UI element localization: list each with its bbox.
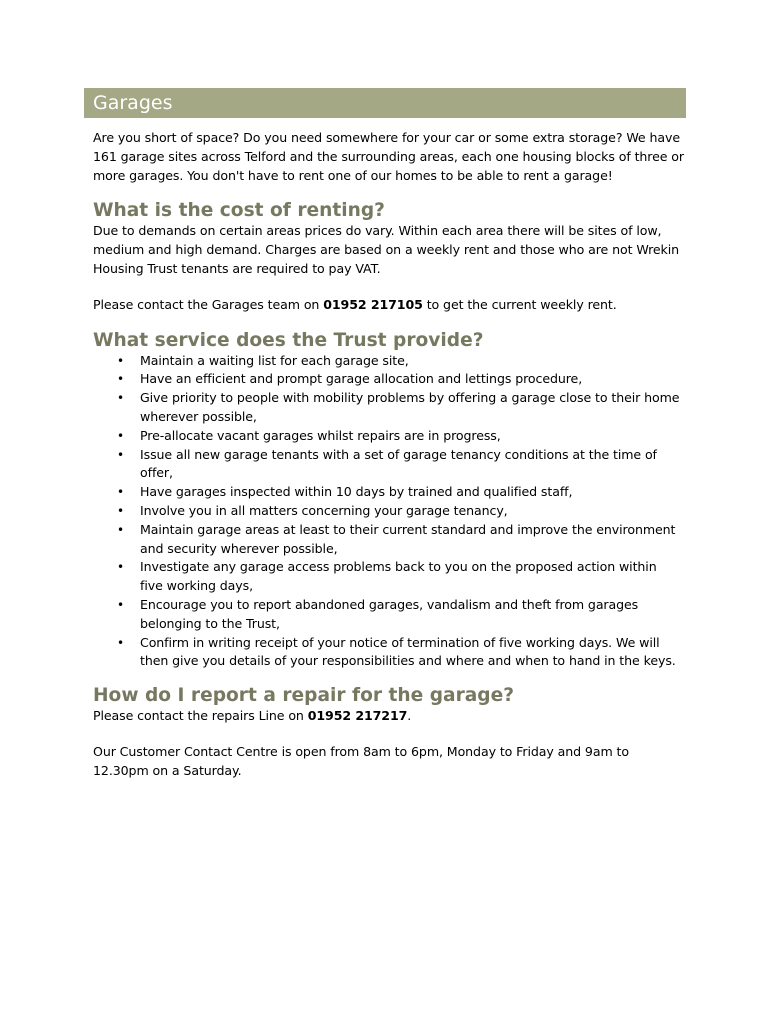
list-item xyxy=(84,634,686,672)
bullet-icon: • xyxy=(117,503,124,518)
list-item-text: Have garages inspected within 10 days by trained and qualified staff, xyxy=(140,484,573,500)
repairs-contact-paragraph xyxy=(84,707,686,726)
list-item-text: Give priority to people with mobility problems by offering a garage close to their home wherever possible, xyxy=(140,390,680,424)
list-item xyxy=(84,558,686,596)
list-item-text: Confirm in writing receipt of your notice of termination of five working days. We will then give you details of your responsibilities and where and when to hand in the keys. xyxy=(140,634,676,669)
list-item xyxy=(84,446,686,484)
list-item-text: Investigate any garage access problems back to you on the proposed action within five working days, xyxy=(140,559,657,594)
list-item xyxy=(84,483,686,502)
list-item-text: Maintain a waiting list for each garage site, xyxy=(140,352,409,368)
bullet-icon: • xyxy=(117,597,124,612)
list-item xyxy=(84,427,686,446)
garages-contact-paragraph xyxy=(84,296,686,315)
bullet-icon: • xyxy=(117,353,124,368)
repairs-phone-number: 01952 217217 xyxy=(307,708,408,724)
service-heading: What service does the Trust provide? xyxy=(93,329,484,351)
page-title-bar xyxy=(84,88,686,118)
list-item xyxy=(84,521,686,559)
list-item xyxy=(84,389,686,427)
list-item xyxy=(84,370,686,389)
repairs-contact-prefix: Please contact the repairs Line on xyxy=(93,708,308,724)
contact-centre-hours: Our Customer Contact Centre is open from 8am to 6pm, Monday to Friday and 9am to 12.30pm on a Saturday. xyxy=(93,743,629,778)
bullet-icon: • xyxy=(117,485,124,500)
cost-heading: What is the cost of renting? xyxy=(93,200,385,222)
list-item xyxy=(84,596,686,634)
garages-contact-suffix: to get the current weekly rent. xyxy=(422,296,617,312)
bullet-icon: • xyxy=(117,560,124,575)
page-title: Garages xyxy=(93,92,173,114)
list-item-text: Encourage you to report abandoned garages, vandalism and theft from garages belonging to the Trust, xyxy=(140,596,639,631)
list-item-text: Have an efficient and prompt garage allocation and lettings procedure, xyxy=(140,371,583,387)
list-item xyxy=(84,502,686,521)
bullet-icon: • xyxy=(117,635,124,650)
garages-phone-number: 01952 217105 xyxy=(323,296,423,312)
list-item-text: Pre-allocate vacant garages whilst repairs are in progress, xyxy=(140,427,501,443)
bullet-icon: • xyxy=(117,391,124,406)
list-item-text: Issue all new garage tenants with a set of garage tenancy conditions at the time of offer, xyxy=(140,446,657,481)
service-list xyxy=(84,352,686,672)
bullet-icon: • xyxy=(117,372,124,387)
garages-contact-prefix: Please contact the Garages team on xyxy=(93,296,324,312)
intro-paragraph: Are you short of space? Do you need somewhere for your car or some extra storage? We have 161 garage sites across Telford and the surrounding areas, each one housing blocks of three or more garages. You don't have to rent one of our homes to be able to rent a garage! xyxy=(93,130,684,183)
cost-paragraph: Due to demands on certain areas prices do vary. Within each area there will be sites of low, medium and high demand. Charges are based on a weekly rent and those who are not Wrekin Housing Trust tenants are required to pay VAT. xyxy=(93,223,680,276)
list-item-text: Maintain garage areas at least to their current standard and improve the environment and security wherever possible, xyxy=(140,521,676,556)
list-item xyxy=(84,352,686,371)
repairs-contact-suffix: . xyxy=(407,708,412,724)
bullet-icon: • xyxy=(117,428,124,443)
document-page xyxy=(84,88,686,781)
bullet-icon: • xyxy=(117,522,124,537)
list-item-text: Involve you in all matters concerning your garage tenancy, xyxy=(140,502,508,518)
repair-heading: How do I report a repair for the garage? xyxy=(93,685,515,707)
bullet-icon: • xyxy=(117,447,124,462)
